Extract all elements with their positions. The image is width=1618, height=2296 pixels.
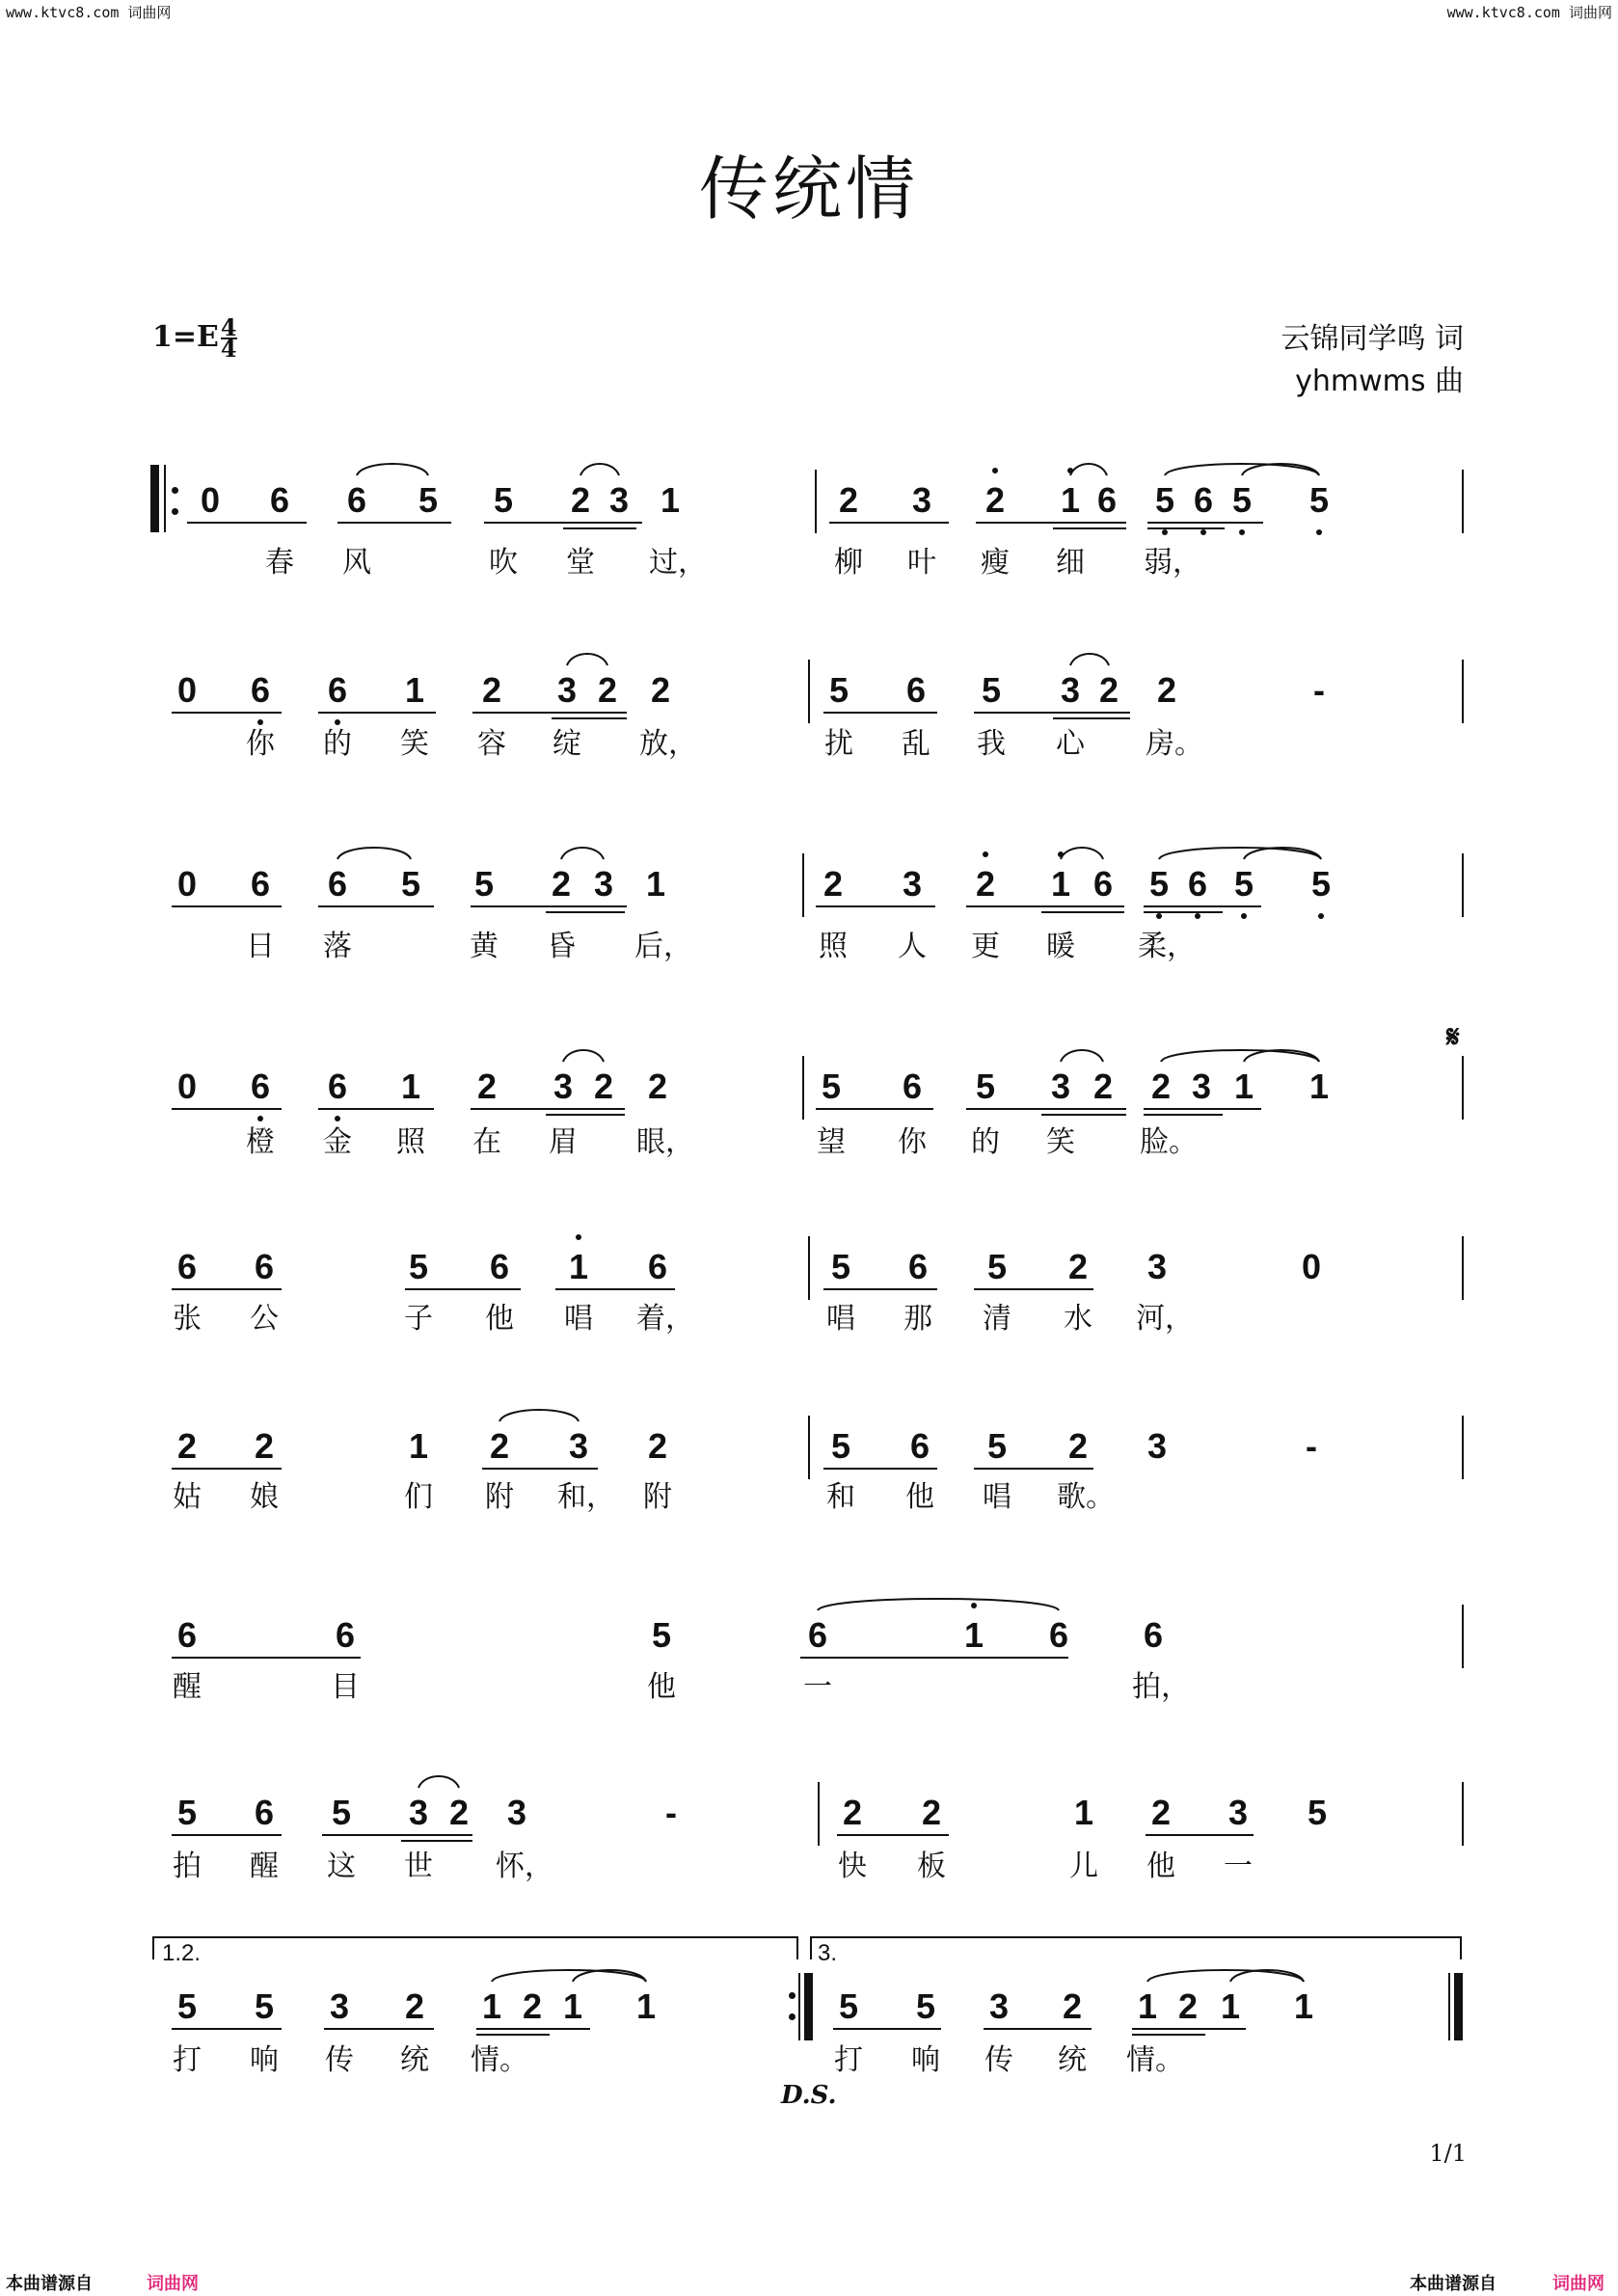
note: 3 — [408, 1793, 429, 1832]
slur — [1070, 654, 1109, 665]
note: 3 — [1227, 1793, 1249, 1832]
lyricist: 云锦同学鸣 词 — [1281, 322, 1464, 356]
note: 6 — [254, 1247, 275, 1286]
note: 5 — [254, 1986, 275, 2026]
slur — [357, 464, 428, 475]
note: 6 — [250, 670, 271, 710]
lyric-char: 一 — [1224, 1850, 1253, 1883]
lyric-char: 你 — [898, 1125, 927, 1159]
lyric-char: 的 — [323, 727, 352, 761]
note: 6 — [489, 1247, 510, 1286]
note: 1 — [408, 1426, 429, 1466]
note: - — [1313, 670, 1325, 710]
lyric-char: 脸。 — [1140, 1125, 1198, 1159]
note: 2 — [647, 1067, 668, 1106]
lyric-char: 柔， — [1138, 930, 1196, 963]
time-top: 4 — [220, 313, 237, 341]
note: - — [1306, 1426, 1317, 1466]
note: 6 — [327, 670, 348, 710]
lyric-char: 们 — [404, 1480, 433, 1514]
note: 2 — [650, 670, 671, 710]
lyric-char: 昏 — [547, 930, 576, 963]
lyric-char: 我 — [977, 727, 1006, 761]
volta-ending-1: 1.2. — [162, 1940, 202, 1966]
lyric-char: 目 — [331, 1670, 360, 1704]
note: 2 — [984, 480, 1006, 520]
lyric-char: 醒 — [250, 1850, 279, 1883]
note: 1 — [1137, 1986, 1158, 2026]
lyric-char: 放， — [639, 727, 697, 761]
note: 2 — [570, 480, 591, 520]
slur — [337, 848, 411, 859]
lyric-char: 唱 — [983, 1480, 1011, 1514]
lyric-char: 张 — [173, 1302, 202, 1336]
note: 2 — [838, 480, 859, 520]
lyric-char: 唱 — [564, 1302, 593, 1336]
note: 5 — [1310, 864, 1332, 904]
lyric-char: 唱 — [826, 1302, 855, 1336]
note: 1 — [404, 670, 425, 710]
note: 0 — [200, 480, 221, 520]
note: 2 — [489, 1426, 510, 1466]
note: 1 — [645, 864, 666, 904]
note: 6 — [647, 1247, 668, 1286]
note: 2 — [176, 1426, 198, 1466]
note: 6 — [907, 1247, 929, 1286]
note: 2 — [1067, 1426, 1089, 1466]
note: 3 — [911, 480, 932, 520]
site-watermark-left: www.ktvc8.com 词曲网 — [6, 4, 172, 21]
note: 6 — [902, 1067, 923, 1106]
note: 2 — [1098, 670, 1119, 710]
lyric-char: 笑 — [400, 727, 429, 761]
note: 5 — [1148, 864, 1170, 904]
lyric-char: 过， — [649, 546, 707, 580]
lyric-char: 房。 — [1146, 727, 1203, 761]
lyric-char: 附 — [643, 1480, 672, 1514]
note: 3 — [988, 1986, 1010, 2026]
note: 5 — [473, 864, 495, 904]
lyric-char: 他 — [485, 1302, 514, 1336]
note: 5 — [400, 864, 421, 904]
note: 2 — [1156, 670, 1177, 710]
note: 5 — [828, 670, 849, 710]
note: 5 — [1307, 1793, 1328, 1832]
note: - — [665, 1793, 677, 1832]
lyric-char: 望 — [817, 1125, 846, 1159]
note: 5 — [408, 1247, 429, 1286]
note: 0 — [1301, 1247, 1322, 1286]
note: 1 — [1233, 1067, 1254, 1106]
note: 2 — [1092, 1067, 1114, 1106]
lyric-char: 瘦 — [981, 546, 1010, 580]
lyric-char: 乱 — [902, 727, 930, 761]
lyric-char: 春 — [265, 546, 294, 580]
page-number: 1/1 — [1429, 2140, 1467, 2167]
lyric-char: 那 — [903, 1302, 932, 1336]
lyric-char: 板 — [917, 1850, 946, 1883]
note: 6 — [1143, 1615, 1164, 1655]
lyric-char: 这 — [327, 1850, 356, 1883]
lyric-char: 传 — [984, 2043, 1013, 2077]
note: 5 — [651, 1615, 672, 1655]
note: 6 — [807, 1615, 828, 1655]
note: 2 — [975, 864, 996, 904]
note: 3 — [556, 670, 578, 710]
note: 2 — [593, 1067, 614, 1106]
note: 2 — [1150, 1067, 1172, 1106]
lyric-char: 儿 — [1069, 1850, 1098, 1883]
note: 6 — [269, 480, 290, 520]
lyric-char: 公 — [250, 1302, 279, 1336]
note: 2 — [1150, 1793, 1172, 1832]
note: 1 — [562, 1986, 583, 2026]
note: 6 — [176, 1615, 198, 1655]
lyric-char: 细 — [1056, 546, 1085, 580]
note: 6 — [250, 1067, 271, 1106]
key-label: 1=E — [152, 320, 219, 354]
lyric-char: 绽 — [553, 727, 581, 761]
lyric-char: 情。 — [471, 2043, 528, 2077]
lyric-char: 暖 — [1046, 930, 1075, 963]
lyric-char: 柳 — [834, 546, 863, 580]
note: 2 — [522, 1986, 543, 2026]
lyric-char: 眉 — [549, 1125, 578, 1159]
slur — [1070, 464, 1107, 475]
note: 2 — [404, 1986, 425, 2026]
lyric-char: 笑 — [1046, 1125, 1075, 1159]
lyric-char: 后， — [634, 930, 692, 963]
note: 6 — [327, 1067, 348, 1106]
note: 2 — [597, 670, 618, 710]
lyric-char: 叶 — [907, 546, 936, 580]
note: 1 — [481, 1986, 502, 2026]
note: 5 — [1233, 864, 1254, 904]
note: 6 — [346, 480, 367, 520]
note: 1 — [568, 1247, 589, 1286]
time-bottom: 4 — [220, 335, 237, 363]
lyric-char: 怀， — [496, 1850, 553, 1883]
note: 5 — [981, 670, 1002, 710]
lyric-char: 吹 — [489, 546, 518, 580]
note: 3 — [902, 864, 923, 904]
slur — [567, 654, 607, 665]
note: 3 — [1191, 1067, 1212, 1106]
note: 1 — [400, 1067, 421, 1106]
lyric-char: 着， — [636, 1302, 694, 1336]
note: 3 — [1146, 1247, 1168, 1286]
lyric-char: 娘 — [250, 1480, 279, 1514]
lyric-char: 统 — [1058, 2043, 1087, 2077]
lyric-char: 快 — [838, 1850, 867, 1883]
note: 6 — [909, 1426, 930, 1466]
lyric-char: 和 — [826, 1480, 855, 1514]
lyric-char: 在 — [472, 1125, 501, 1159]
lyric-char: 情。 — [1126, 2043, 1184, 2077]
note: 1 — [635, 1986, 657, 2026]
note: 5 — [915, 1986, 936, 2026]
lyric-char: 日 — [246, 930, 275, 963]
note: 3 — [593, 864, 614, 904]
lyric-char: 醒 — [173, 1670, 202, 1704]
note: 6 — [1193, 480, 1214, 520]
lyric-char: 眼， — [636, 1125, 694, 1159]
note: 6 — [1187, 864, 1208, 904]
slur — [1061, 1050, 1103, 1062]
lyric-char: 传 — [325, 2043, 354, 2077]
note: 6 — [1048, 1615, 1069, 1655]
slur — [418, 1776, 459, 1788]
lyric-char: 落 — [323, 930, 352, 963]
lyric-char: 河， — [1136, 1302, 1194, 1336]
note: 6 — [1092, 864, 1114, 904]
footer-source-right: 本曲谱源自 — [1410, 2274, 1497, 2294]
lyric-char: 姑 — [173, 1480, 202, 1514]
note: 1 — [1308, 1067, 1330, 1106]
lyric-char: 他 — [905, 1480, 934, 1514]
lyric-char: 扰 — [824, 727, 853, 761]
note: 3 — [553, 1067, 574, 1106]
note: 2 — [1062, 1986, 1083, 2026]
lyric-char: 打 — [173, 2043, 202, 2077]
slur — [563, 1050, 604, 1062]
footer-source-left: 本曲谱源自 — [6, 2274, 93, 2294]
note: 3 — [1050, 1067, 1071, 1106]
lyric-char: 统 — [400, 2043, 429, 2077]
note: 6 — [250, 864, 271, 904]
note: 5 — [838, 1986, 859, 2026]
note: 2 — [842, 1793, 863, 1832]
note: 2 — [254, 1426, 275, 1466]
note: 5 — [1308, 480, 1330, 520]
note: 5 — [176, 1793, 198, 1832]
note: 6 — [1096, 480, 1118, 520]
composer: yhmwms 曲 — [1295, 365, 1464, 398]
site-watermark-right: www.ktvc8.com 词曲网 — [1446, 4, 1612, 21]
note: 1 — [963, 1615, 984, 1655]
lyric-char: 橙 — [246, 1125, 275, 1159]
segno-sign: 𝄋 — [1446, 1018, 1460, 1055]
note: 0 — [176, 670, 198, 710]
slur — [1061, 848, 1103, 859]
note: 5 — [830, 1247, 851, 1286]
note: 5 — [830, 1426, 851, 1466]
note: 5 — [1231, 480, 1253, 520]
note: 3 — [506, 1793, 527, 1832]
note: 2 — [647, 1426, 668, 1466]
note: 5 — [1154, 480, 1175, 520]
footer-site-left: 词曲网 — [147, 2274, 199, 2294]
note: 5 — [176, 1986, 198, 2026]
note: 3 — [568, 1426, 589, 1466]
lyric-char: 你 — [246, 727, 275, 761]
lyric-char: 和， — [557, 1480, 615, 1514]
lyric-char: 响 — [911, 2043, 940, 2077]
note: 5 — [986, 1426, 1008, 1466]
lyric-char: 照 — [819, 930, 848, 963]
lyric-char: 水 — [1064, 1302, 1092, 1336]
lyric-char: 清 — [983, 1302, 1011, 1336]
lyric-char: 他 — [1146, 1850, 1175, 1883]
footer-site-right: 词曲网 — [1552, 2274, 1605, 2294]
lyric-char: 打 — [834, 2043, 863, 2077]
note: 1 — [1060, 480, 1081, 520]
note: 2 — [1067, 1247, 1089, 1286]
note: 5 — [331, 1793, 352, 1832]
lyric-char: 金 — [323, 1125, 352, 1159]
slur — [580, 464, 619, 475]
lyric-char: 拍 — [173, 1850, 202, 1883]
lyric-char: 附 — [485, 1480, 514, 1514]
lyric-char: 子 — [404, 1302, 433, 1336]
note: 3 — [608, 480, 630, 520]
note: 2 — [476, 1067, 498, 1106]
lyric-char: 的 — [971, 1125, 1000, 1159]
note: 1 — [660, 480, 681, 520]
note: 2 — [921, 1793, 942, 1832]
note: 2 — [551, 864, 572, 904]
slur — [561, 848, 604, 859]
note: 1 — [1293, 1986, 1314, 2026]
note: 0 — [176, 1067, 198, 1106]
note: 2 — [481, 670, 502, 710]
note: 6 — [905, 670, 927, 710]
lyric-char: 黄 — [470, 930, 499, 963]
lyric-char: 歌。 — [1057, 1480, 1115, 1514]
lyric-char: 他 — [647, 1670, 676, 1704]
note: 5 — [975, 1067, 996, 1106]
lyric-char: 人 — [898, 930, 927, 963]
slur — [499, 1410, 579, 1421]
lyric-char: 弱， — [1144, 546, 1201, 580]
lyric-char: 拍， — [1132, 1670, 1190, 1704]
dal-segno: D.S. — [781, 2081, 837, 2110]
lyric-char: 容 — [477, 727, 506, 761]
lyric-char: 响 — [250, 2043, 279, 2077]
note: 3 — [1060, 670, 1081, 710]
lyric-char: 世 — [404, 1850, 433, 1883]
lyric-char: 堂 — [566, 546, 595, 580]
lyric-char: 一 — [803, 1670, 832, 1704]
note: 2 — [1177, 1986, 1199, 2026]
slur — [818, 1599, 1059, 1610]
note: 6 — [335, 1615, 356, 1655]
note: 5 — [986, 1247, 1008, 1286]
note: 5 — [821, 1067, 842, 1106]
volta-ending-2: 3. — [818, 1940, 838, 1966]
note: 2 — [822, 864, 844, 904]
lyric-char: 照 — [396, 1125, 425, 1159]
lyric-char: 风 — [342, 546, 371, 580]
note: 1 — [1073, 1793, 1094, 1832]
lyric-char: 心 — [1056, 727, 1085, 761]
note: 1 — [1050, 864, 1071, 904]
note: 3 — [1146, 1426, 1168, 1466]
note: 6 — [254, 1793, 275, 1832]
note: 5 — [493, 480, 514, 520]
note: 6 — [176, 1247, 198, 1286]
note: 6 — [327, 864, 348, 904]
note: 1 — [1220, 1986, 1241, 2026]
note: 5 — [418, 480, 439, 520]
note: 0 — [176, 864, 198, 904]
lyric-char: 更 — [971, 930, 1000, 963]
song-title: 传统情 — [698, 149, 919, 230]
note: 2 — [448, 1793, 470, 1832]
note: 3 — [329, 1986, 350, 2026]
